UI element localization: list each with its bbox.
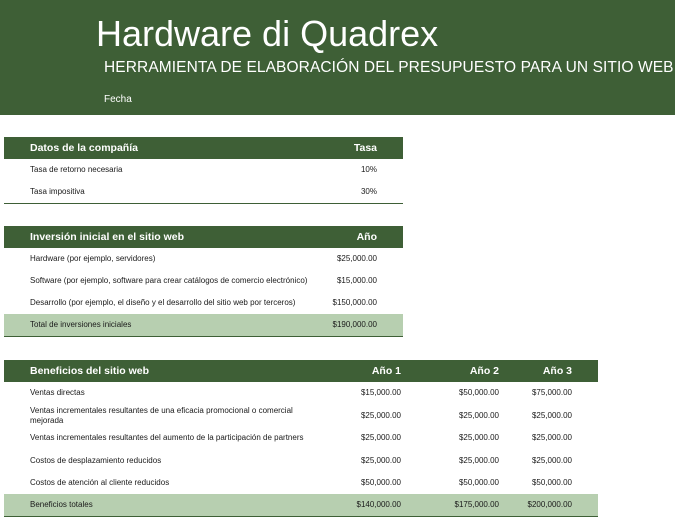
total-row[interactable] [4,314,403,337]
total-label: Beneficios totales [30,500,93,509]
benefits-table [4,360,598,517]
table-row[interactable] [4,292,403,314]
year-2-heading: Año 2 [469,365,499,377]
table-row[interactable] [4,159,403,181]
row-value[interactable]: 30% [360,187,377,196]
row-label: Ventas incrementales resultantes del aumento de la participación de partners [30,433,304,442]
table-row[interactable] [4,248,403,270]
row-label: Software (por ejemplo, software para crear catálogos de comercio electrónico) [30,276,308,285]
year-3-value[interactable]: $75,000.00 [531,388,572,397]
table-row[interactable] [4,270,403,292]
row-label: Ventas directas [30,388,85,397]
benefits-heading: Beneficios del sitio web [30,365,150,377]
year-1-value[interactable]: $25,000.00 [360,433,401,442]
year-2-value[interactable]: $25,000.00 [458,455,499,465]
year-3-value[interactable]: $25,000.00 [531,410,572,420]
date-label[interactable]: Fecha [104,94,132,105]
investment-table [4,226,403,337]
page-title: Hardware di Quadrex [96,13,439,54]
year-1-heading: Año 1 [371,365,401,377]
title-banner [0,0,675,115]
year-1-value[interactable]: $50,000.00 [360,478,401,487]
company-data-table [4,137,403,204]
year-3-value[interactable]: $50,000.00 [531,478,572,487]
year-1-value[interactable]: $25,000.00 [360,455,401,465]
table-row[interactable] [4,449,598,472]
row-label: Tasa de retorno necesaria [30,165,123,174]
row-label: Ventas incrementales resultantes de una eficacia promocional o comercial mejorada [30,405,293,425]
year-3-value[interactable]: $25,000.00 [531,433,572,442]
row-value[interactable]: $15,000.00 [336,276,377,285]
total-row[interactable] [4,494,598,517]
table-row[interactable] [4,181,403,204]
year-3-value[interactable]: $25,000.00 [531,455,572,465]
page-subtitle: HERRAMIENTA DE ELABORACIÓN DEL PRESUPUESTO PARA UN SITIO WEB [104,59,674,76]
year-3-total[interactable]: $200,000.00 [527,500,572,509]
year-1-value[interactable]: $25,000.00 [360,410,401,420]
table-row[interactable] [4,382,598,404]
row-value[interactable]: 10% [360,165,377,174]
total-label: Total de inversiones iniciales [30,320,132,329]
row-label: Tasa impositiva [30,187,85,196]
company-table-header [4,137,403,159]
year-2-value[interactable]: $50,000.00 [458,478,499,487]
row-label: Hardware (por ejemplo, servidores) [30,254,156,263]
year-2-value[interactable]: $25,000.00 [458,410,499,420]
rate-heading: Tasa [353,142,377,154]
year-2-value[interactable]: $25,000.00 [458,433,499,442]
total-value[interactable]: $190,000.00 [332,320,377,329]
table-row[interactable] [4,427,598,449]
year-1-value[interactable]: $15,000.00 [360,388,401,397]
row-label: Costos de atención al cliente reducidos [30,478,170,487]
year-1-total[interactable]: $140,000.00 [356,500,401,509]
year-2-value[interactable]: $50,000.00 [458,388,499,397]
row-label: Desarrollo (por ejemplo, el diseño y el desarrollo del sitio web por terceros) [30,298,296,307]
year-heading: Año [356,231,377,243]
benefits-table-header [4,360,598,382]
row-value[interactable]: $25,000.00 [336,254,377,263]
row-value[interactable]: $150,000.00 [332,298,377,307]
year-3-heading: Año 3 [542,365,572,377]
table-row[interactable] [4,404,598,427]
table-row[interactable] [4,472,598,494]
investment-table-header [4,226,403,248]
company-heading: Datos de la compañía [30,142,138,154]
row-label: Costos de desplazamiento reducidos [30,455,162,465]
year-2-total[interactable]: $175,000.00 [454,500,499,509]
investment-heading: Inversión inicial en el sitio web [30,231,185,243]
